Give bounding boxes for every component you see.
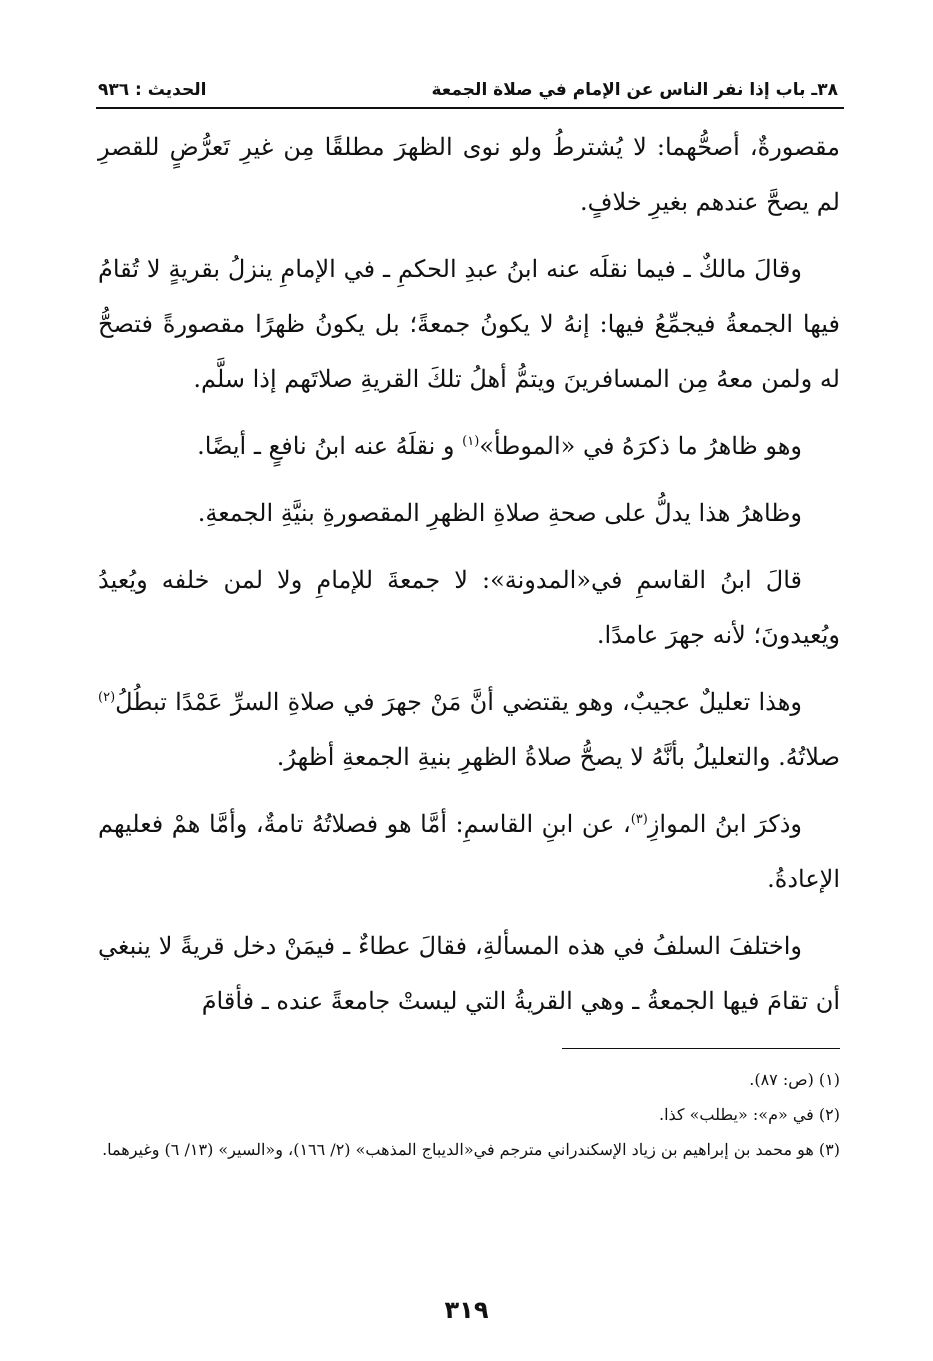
hadith-number: الحديث : ٩٣٦: [98, 80, 207, 100]
footnote-separator: [562, 1048, 840, 1049]
paragraph-6-text: وهذا تعليلٌ عجيبٌ، وهو يقتضي أنَّ مَنْ جهرَ في صلاةِ السرِّ عَمْدًا تبطُلُ: [115, 688, 802, 716]
paragraph-8: واختلفَ السلفُ في هذه المسألةِ، فقالَ عطاءٌ ـ فيمَنْ دخل قريةً لا ينبغي أن تقامَ فيها الجمعةُ ـ وهي القريةُ التي ليستْ جامعةً عنده ـ فأقامَ: [98, 932, 840, 1015]
running-header: [98, 66, 838, 100]
page-number: ٣١٩: [444, 1296, 489, 1324]
paragraph-6-text-end: صلاتُهُ. والتعليلُ بأنَّهُ لا يصحُّ صلاةُ الظهرِ بنيةِ الجمعةِ أظهرُ.: [276, 743, 840, 771]
paragraph-3-text: وهو ظاهرُ ما ذكرَهُ في «الموطأ»: [479, 432, 802, 460]
main-text: [98, 120, 840, 1041]
paragraph-7-text-end: ، عن ابنِ القاسمِ: أمَّا هو فصلاتُهُ تامةٌ، وأمَّا همْ فعليهم الإعادةُ.: [98, 810, 840, 893]
paragraph-1: مقصورةٌ، أصحُّهما: لا يُشترطُ ولو نوى الظهرَ مطلقًا مِن غيرِ تَعرُّضٍ للقصرِ لم يصحَّ عندهم بغيرِ خلافٍ.: [98, 133, 840, 216]
paragraph-2: وقالَ مالكٌ ـ فيما نقلَه عنه ابنُ عبدِ الحكمِ ـ في الإمامِ ينزلُ بقريةٍ لا تُقامُ فيها الجمعةُ فيجمِّعُ فيها: إنهُ لا يكونُ جمعةً؛ بل يكونُ ظهرًا مقصورةً فتصحُّ له ولمن معهُ مِن المسافرينَ ويتمُّ أهلُ تلكَ القريةِ صلاتَهم إذا سلَّم.: [98, 255, 840, 393]
paragraph-5: قالَ ابنُ القاسمِ في«المدونة»: لا جمعةَ للإمامِ ولا لمن خلفه ويُعيدُ ويُعيدونَ؛ لأنه جهرَ عامدًا.: [98, 566, 840, 649]
footnote-ref-2[interactable]: (٢): [98, 690, 116, 705]
footnote-2: (٢) في «م»: «يطلب» كذا.: [659, 1105, 840, 1124]
footnote-ref-3[interactable]: (٣): [630, 812, 648, 827]
paragraph-6: [98, 675, 840, 785]
footnotes: [98, 1062, 840, 1167]
chapter-title: ٣٨ـ باب إذا نفر الناس عن الإمام في صلاة الجمعة: [431, 80, 838, 100]
paragraph-7: [98, 797, 840, 907]
footnote-ref-1[interactable]: (١): [462, 434, 480, 449]
footnote-3: (٣) هو محمد بن إبراهيم بن زياد الإسكندراني مترجم في«الديباج المذهب» (٢/ ١٦٦)، و«السير» (١٣/ ٦) وغيرهما.: [102, 1140, 840, 1159]
paragraph-3: [98, 419, 840, 474]
paragraph-7-text: وذكرَ ابنُ الموازِ: [647, 810, 802, 838]
paragraph-3-text-end: و نقلَهُ عنه ابنُ نافعٍ ـ أيضًا.: [197, 432, 463, 460]
footnote-1: (١) (ص: ٨٧).: [749, 1070, 840, 1089]
header-rule: [96, 107, 844, 109]
paragraph-4: وظاهرُ هذا يدلُّ على صحةِ صلاةِ الظهرِ المقصورةِ بنيَّةِ الجمعةِ.: [197, 499, 802, 527]
